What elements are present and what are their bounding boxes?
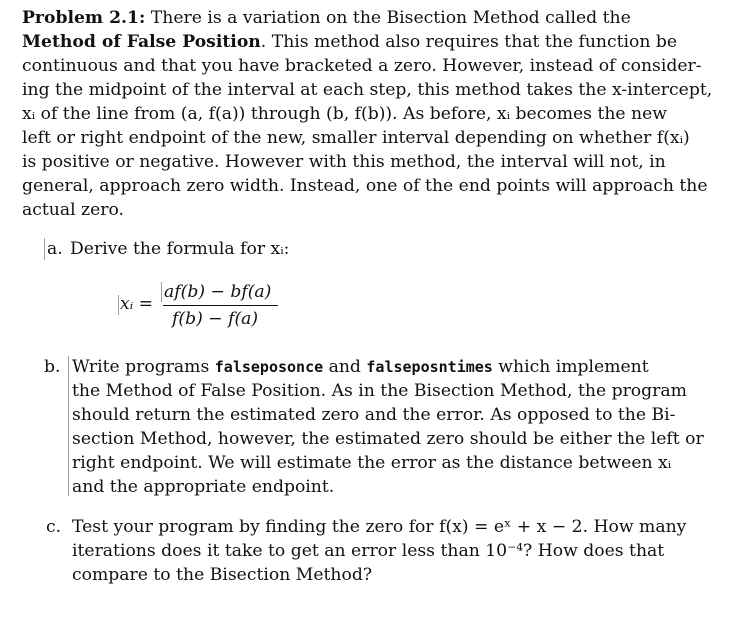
part-b-label: b.: [44, 357, 61, 377]
method-name: Method of False Position: [22, 32, 261, 52]
problem-line-1: Problem 2.1: There is a variation on the Bisection Method called the: [22, 8, 631, 28]
numerator-margin-bar: [161, 282, 162, 302]
problem-line-5: xᵢ of the line from (a, f(a)) through (b, f(b)). As before, xᵢ becomes the new: [22, 104, 668, 124]
part-b-margin-bar: [68, 356, 69, 496]
part-b-line-3: should return the estimated zero and the error. As opposed to the Bi-: [72, 405, 676, 425]
part-c-label: c.: [46, 517, 62, 537]
part-c-line-1: Test your program by finding the zero for f(x) = eˣ + x − 2. How many: [72, 517, 687, 537]
formula-margin-bar: [118, 295, 119, 315]
problem-line-4: ing the midpoint of the interval at each step, this method takes the x-intercept,: [22, 80, 713, 100]
problem-line-8: general, approach zero width. Instead, one of the end points will approach the: [22, 176, 708, 196]
problem-line-9: actual zero.: [22, 200, 125, 220]
part-b-line-2: the Method of False Position. As in the Bisection Method, the program: [72, 381, 687, 401]
part-a-margin-bar: [44, 238, 45, 260]
part-c-line-2: iterations does it take to get an error less than 10⁻⁴? How does that: [72, 541, 665, 561]
problem-line-7: is positive or negative. However with this method, the interval will not, in: [22, 152, 666, 172]
fraction-line: [163, 305, 278, 306]
part-a-label: a.: [47, 239, 63, 259]
problem-line-6: left or right endpoint of the new, smaller interval depending on whether f(xᵢ): [22, 128, 690, 148]
problem-label: Problem 2.1:: [22, 8, 146, 28]
code-falseposntimes: falseposntimes: [366, 358, 493, 376]
code-falseposonce: falseposonce: [214, 358, 324, 376]
part-c-line-3: compare to the Bisection Method?: [72, 565, 373, 585]
part-b-line-1: Write programs falseposonce and falseposntimes which implement: [72, 357, 649, 377]
problem-line-3: continuous and that you have bracketed a zero. However, instead of consider-: [22, 56, 702, 76]
formula-lhs: xᵢ =: [120, 294, 154, 314]
part-b-line-4: section Method, however, the estimated zero should be either the left or: [72, 429, 704, 449]
part-b-line-6: and the appropriate endpoint.: [72, 477, 335, 497]
formula-numerator: af(b) − bf(a): [164, 282, 272, 302]
part-b-line-5: right endpoint. We will estimate the error as the distance between xᵢ: [72, 453, 672, 473]
problem-line-2: Method of False Position. This method also requires that the function be: [22, 32, 678, 52]
formula-denominator: f(b) − f(a): [172, 309, 259, 329]
part-a-text: Derive the formula for xᵢ:: [70, 239, 290, 259]
